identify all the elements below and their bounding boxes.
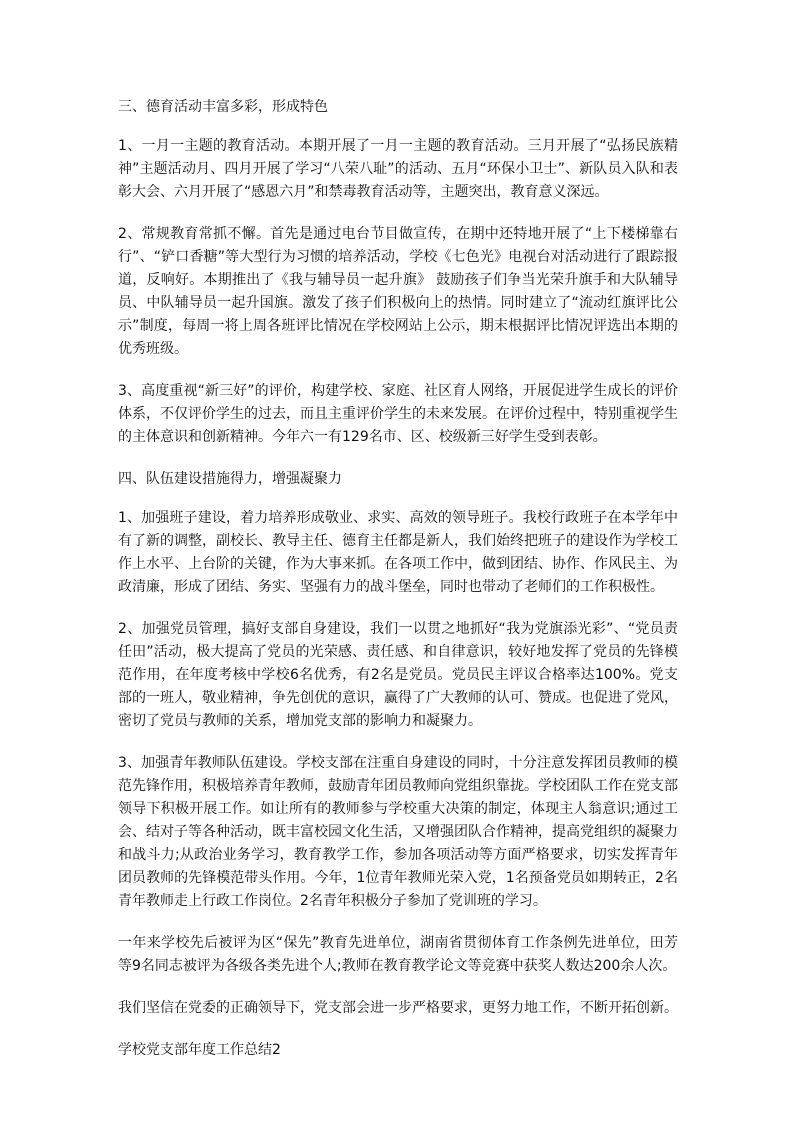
section-heading: 三、德育活动丰富多彩，形成特色 [118, 99, 328, 115]
paragraph: 1、加强班子建设，着力培养形成敬业、求实、高效的领导班子。我校行政班子在本学年中有了新的调整，副校长、教导主任、德育主任都是新人，我们始终把班子的建设作为学校工作上水平、上台阶的关键，作为大事来抓。在各项工作中，做到团结、协作、作风民主、为政清廉，形成了团结、务实、坚强有力的战斗堡垒，同时也带动了老师们的工作积极性。 [118, 510, 678, 595]
document-title: 学校党支部年度工作总结2 [118, 1042, 281, 1058]
paragraph: 3、高度重视“新三好”的评价，构建学校、家庭、社区育人网络，开展促进学生成长的评价体系，不仅评价学生的过去，而且主重评价学生的未来发展。在评价过程中，特别重视学生的主体意识和创新精神。今年六一有129名市、区、校级新三好学生受到表彰。 [118, 383, 678, 445]
paragraph: 2、常规教育常抓不懈。首先是通过电台节目做宣传，在期中还特地开展了“上下楼梯靠右行”、“铲口香糖”等大型行为习惯的培养活动，学校《七色光》电视台对活动进行了跟踪报道，反响好。本期推出了《我与辅导员一起升旗》 鼓励孩子们争当光荣升旗手和大队辅导员、中队辅导员一起升国旗。激发了孩子们积极向上的热情。同时建立了“流动红旗评比公示”制度，每周一将上周各班评比情况在学校网站上公示，期末根据评比情况评选出本期的优秀班级。 [118, 226, 678, 357]
section-heading: 四、队伍建设措施得力，增强凝聚力 [118, 471, 342, 487]
paragraph: 1、一月一主题的教育活动。本期开展了一月一主题的教育活动。三月开展了“弘扬民族精神”主题活动月、四月开展了学习“八荣八耻”的活动、五月“环保小卫士”、新队员入队和表彰大会、六月开展了“感恩六月”和禁毒教育活动等，主题突出，教育意义深远。 [118, 138, 678, 200]
paragraph: 3、加强青年教师队伍建设。学校支部在注重自身建设的同时，十分注意发挥团员教师的模范先锋作用，积极培养青年教师，鼓励青年团员教师向党组织靠拢。学校团队工作在党支部领导下积极开展工作。如让所有的教师参与学校重大决策的制定，体现主人翁意识;通过工会、结对子等各种活动，既丰富校园文化生活，又增强团队合作精神，提高党组织的凝聚力和战斗力;从政治业务学习，教育教学工作，参加各项活动等方面严格要求，切实发挥青年团员教师的先锋模范带头作用。今年，1位青年教师光荣入党，1名预备党员如期转正，2名青年教师走上行政工作岗位。2名青年积极分子参加了党训班的学习。 [118, 755, 678, 909]
paragraph: 2、加强党员管理，搞好支部自身建设，我们一以贯之地抓好“我为党旗添光彩”、“党员责任田”活动，极大提高了党员的光荣感、责任感、和自律意识，较好地发挥了党员的先锋模范作用，在年度考核中学校6名优秀，有2名是党员。党员民主评议合格率达100%。党支部的一班人，敬业精神，争先创优的意识，赢得了广大教师的认可、赞成。也促进了党风，密切了党员与教师的关系，增加党支部的影响力和凝聚力。 [118, 621, 678, 729]
document-page [118, 96, 678, 1078]
paragraph: 一年来学校先后被评为区“保先”教育先进单位，湖南省贯彻体育工作条例先进单位，田芳等9名同志被评为各级各类先进个人;教师在教育教学论文等竞赛中获奖人数达200余人次。 [118, 935, 678, 974]
paragraph: 我们坚信在党委的正确领导下，党支部会进一步严格要求，更努力地工作，不断开拓创新。 [118, 1000, 678, 1016]
